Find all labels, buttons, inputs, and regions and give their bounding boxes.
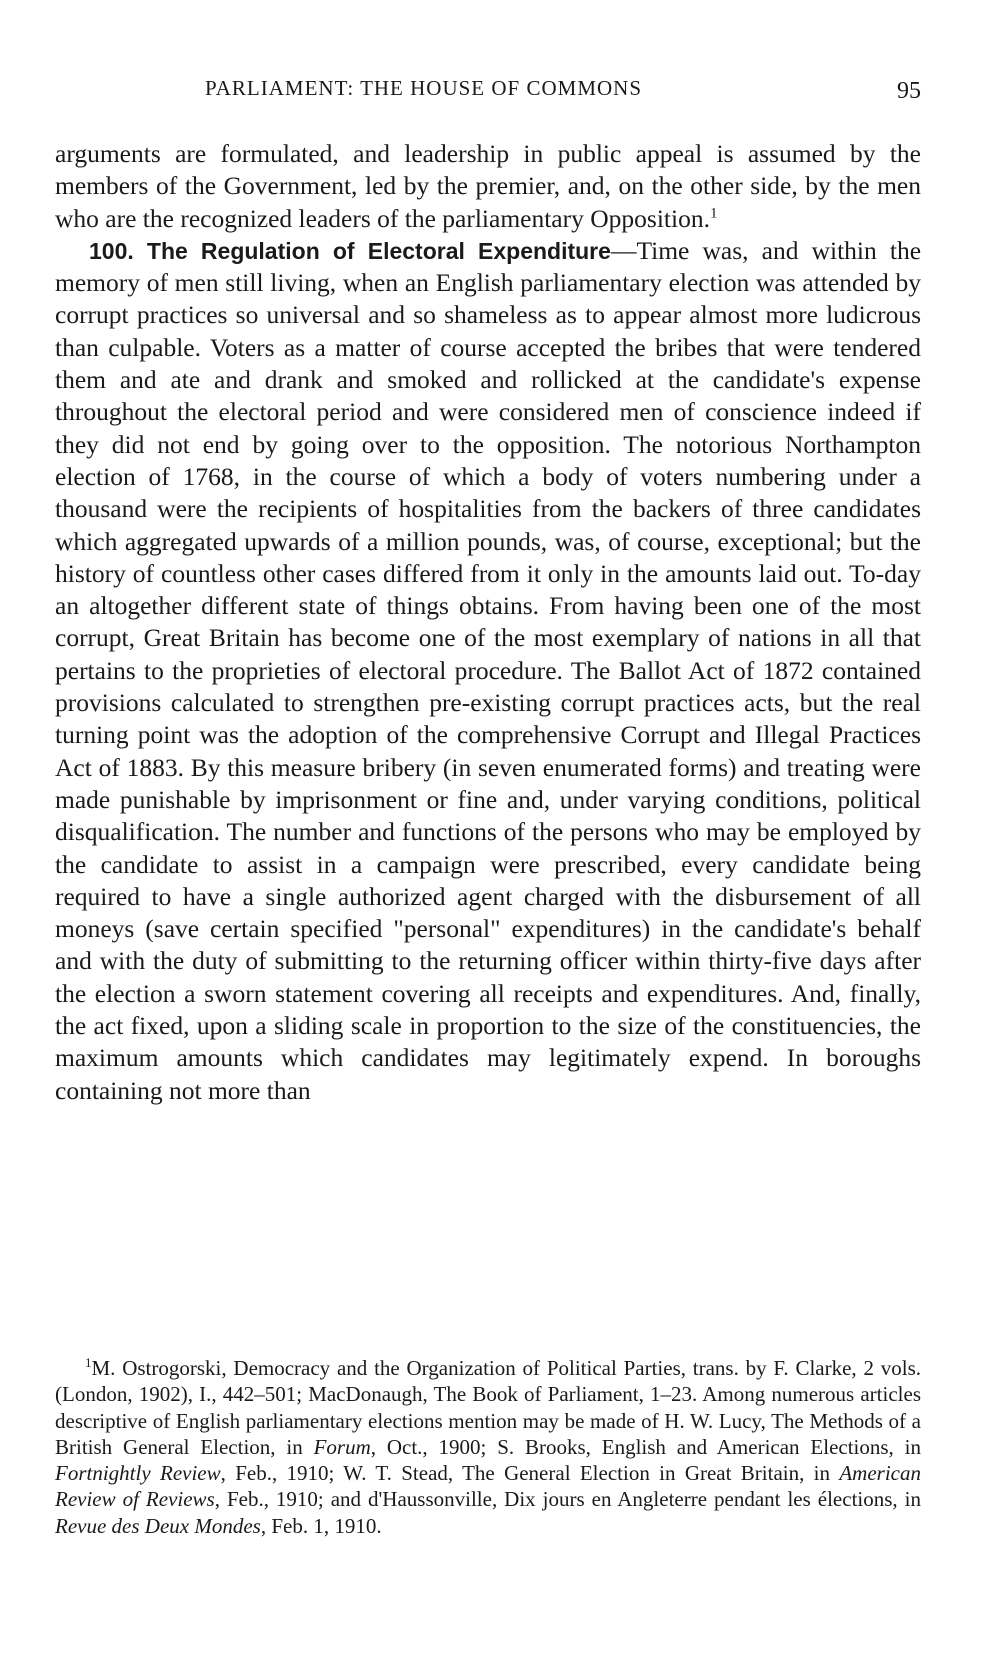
footnote-1 bbox=[55, 1355, 921, 1539]
journal-title: American Review of Reviews bbox=[55, 1461, 922, 1512]
section-number: 100. bbox=[89, 237, 134, 264]
section-paragraph bbox=[55, 235, 921, 1107]
footnote-text: M. Ostrogorski, Democracy and the Organization of Political Parties, trans. by F. Clarke, 2 vols. (London, 1902), I., 442–501; MacDonaugh, The Book of Parliament, 1–23. Among numerous articles descriptive of English parliamentary elections mention may be made of H. W. Lucy, The Methods of a British General Election, in bbox=[55, 1356, 921, 1459]
paragraph-text: —Time was, and within the memory of men still living, when an English parliamentary election was attended by corrupt practices so universal and so shameless as to appear almost more ludicrous than culpable. Voters as a matter of course accepted the bribes that were tendered them and ate and drank and smoked and rollicked at the candidate's expense throughout the electoral period and were considered men of conscience indeed if they did not end by going over to the opposition. The notorious Northampton election of 1768, in the course of which a body of voters numbering under a thousand were the recipients of hospitalities from the backers of three candidates which aggregated upwards of a million pounds, was, of course, exceptional; but the history of countless other cases differed from it only in the amounts laid out. To-day an altogether different state of things obtains. From having been one of the most corrupt, Great Britain has become one of the most exemplary of nations in all that pertains to the proprieties of electoral procedure. The Ballot Act of 1872 contained provisions calculated to strengthen pre-existing corrupt practices acts, but the real turning point was the adoption of the comprehensive Corrupt and Illegal Practices Act of 1883. By this measure bribery (in seven enumerated forms) and treating were made punishable by imprisonment or fine and, under varying conditions, political disqualification. The number and functions of the persons who may be employed by the candidate to assist in a campaign were prescribed, every candidate being required to have a single authorized agent charged with the disbursement of all moneys (save certain specified "personal" expenditures) in the candidate's behalf and with the duty of submitting to the returning officer within thirty-five days after the election a sworn statement covering all receipts and expenditures. And, finally, the act fixed, upon a sliding scale in proportion to the size of the constituencies, the maximum amounts which candidates may legitimately expend. In boroughs containing not more than bbox=[55, 235, 922, 1105]
body-text bbox=[55, 138, 921, 1107]
footnote-text: , Feb. 1, 1910. bbox=[260, 1513, 382, 1538]
footnotes bbox=[55, 1355, 921, 1539]
footnote-text: , Feb., 1910; and d'Haussonville, Dix jours en Angleterre pendant les élections, in bbox=[214, 1487, 921, 1512]
book-page bbox=[55, 0, 925, 1660]
section-title: The Regulation of Electoral Expenditure bbox=[146, 237, 611, 264]
page-number: 95 bbox=[897, 78, 921, 104]
journal-title: Fortnightly Review bbox=[55, 1461, 221, 1486]
footnote-marker: 1 bbox=[85, 1355, 92, 1370]
footnote-text: , Feb., 1910; W. T. Stead, The General Election in Great Britain, in bbox=[220, 1461, 840, 1486]
running-header bbox=[55, 68, 925, 108]
footnote-text: , Oct., 1900; S. Brooks, English and American Elections, in bbox=[370, 1434, 921, 1459]
paragraph-continued bbox=[55, 138, 921, 235]
journal-title: Forum bbox=[313, 1434, 371, 1459]
footnote-reference: 1 bbox=[709, 205, 718, 222]
running-title: PARLIAMENT: THE HOUSE OF COMMONS bbox=[205, 76, 643, 100]
journal-title: Revue des Deux Mondes bbox=[55, 1513, 261, 1538]
paragraph-text: arguments are formulated, and leadership in public appeal is assumed by the members of the Government, led by the premier, and, on the other side, by the men who are the recognized leaders of the parliamentary Opposition. bbox=[55, 139, 921, 233]
